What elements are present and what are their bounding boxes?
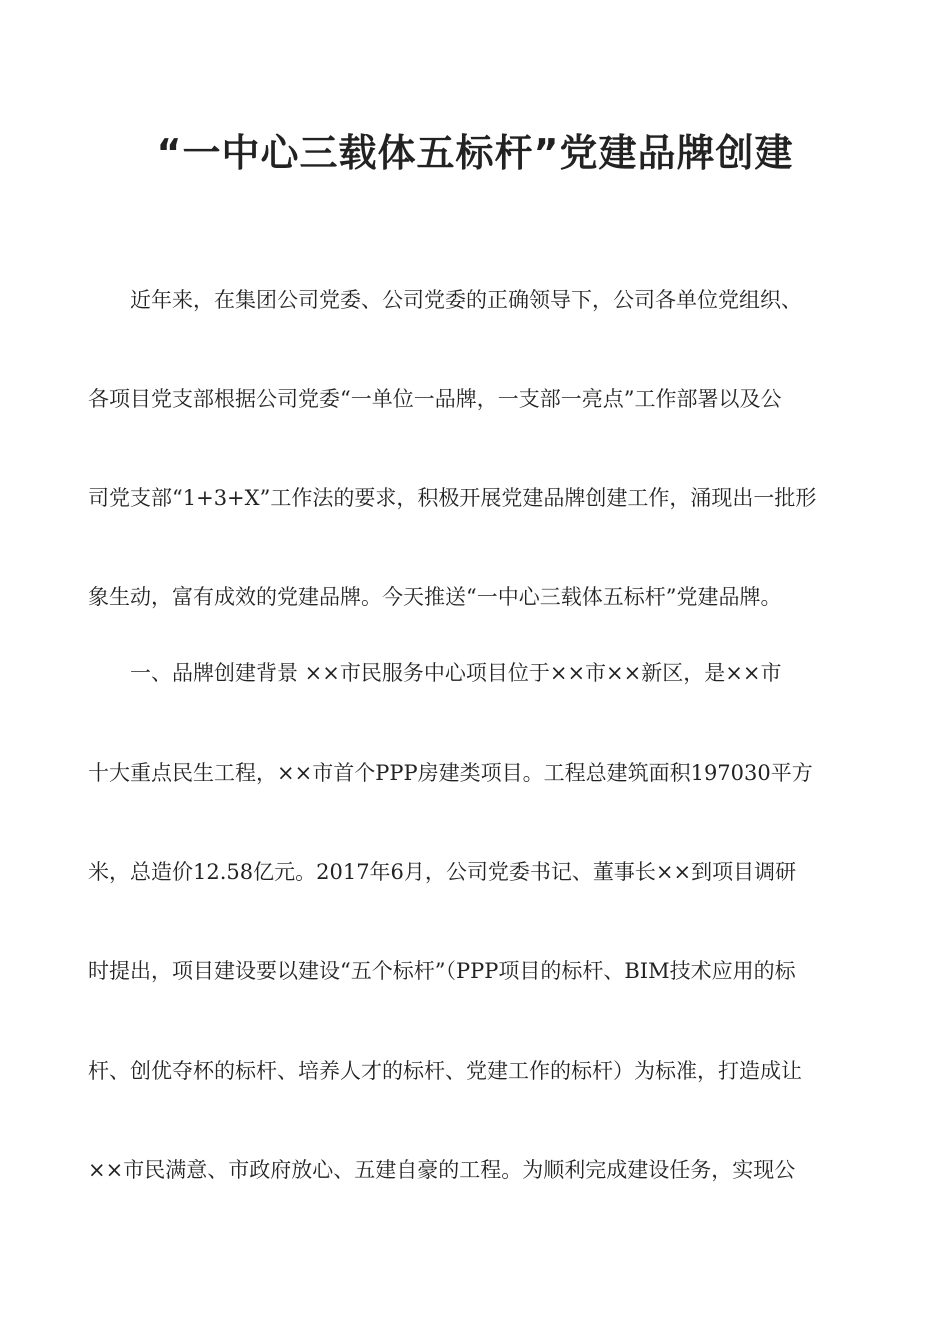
section-heading-line: 一、品牌创建背景 ××市民服务中心项目位于××市××新区，是××市 <box>130 661 782 685</box>
paragraph-line-7: 米，总造价12.58亿元。2017年6月，公司党委书记、董事长××到项目调研 <box>88 860 797 884</box>
paragraph-line-8: 时提出，项目建设要以建设“五个标杆”（PPP项目的标杆、BIM技术应用的标 <box>88 959 796 983</box>
paragraph-line-4: 象生动，富有成效的党建品牌。今天推送“一中心三载体五标杆”党建品牌。 <box>88 585 782 609</box>
paragraph-line-10: ××市民满意、市政府放心、五建自豪的工程。为顺利完成建设任务，实现公 <box>88 1158 796 1182</box>
paragraph-line-2: 各项目党支部根据公司党委“一单位一品牌，一支部一亮点”工作部署以及公 <box>88 387 782 411</box>
paragraph-line-1: 近年来，在集团公司党委、公司党委的正确领导下，公司各单位党组织、 <box>130 288 802 312</box>
paragraph-line-6: 十大重点民生工程，××市首个PPP房建类项目。工程总建筑面积197030平方 <box>88 761 813 785</box>
paragraph-line-9: 杆、创优夺杯的标杆、培养人才的标杆、党建工作的标杆）为标准，打造成让 <box>88 1059 802 1083</box>
paragraph-line-3: 司党支部“1+3+X”工作法的要求，积极开展党建品牌创建工作，涌现出一批形 <box>88 486 817 510</box>
document-title: “一中心三载体五标杆”党建品牌创建 <box>156 131 794 175</box>
